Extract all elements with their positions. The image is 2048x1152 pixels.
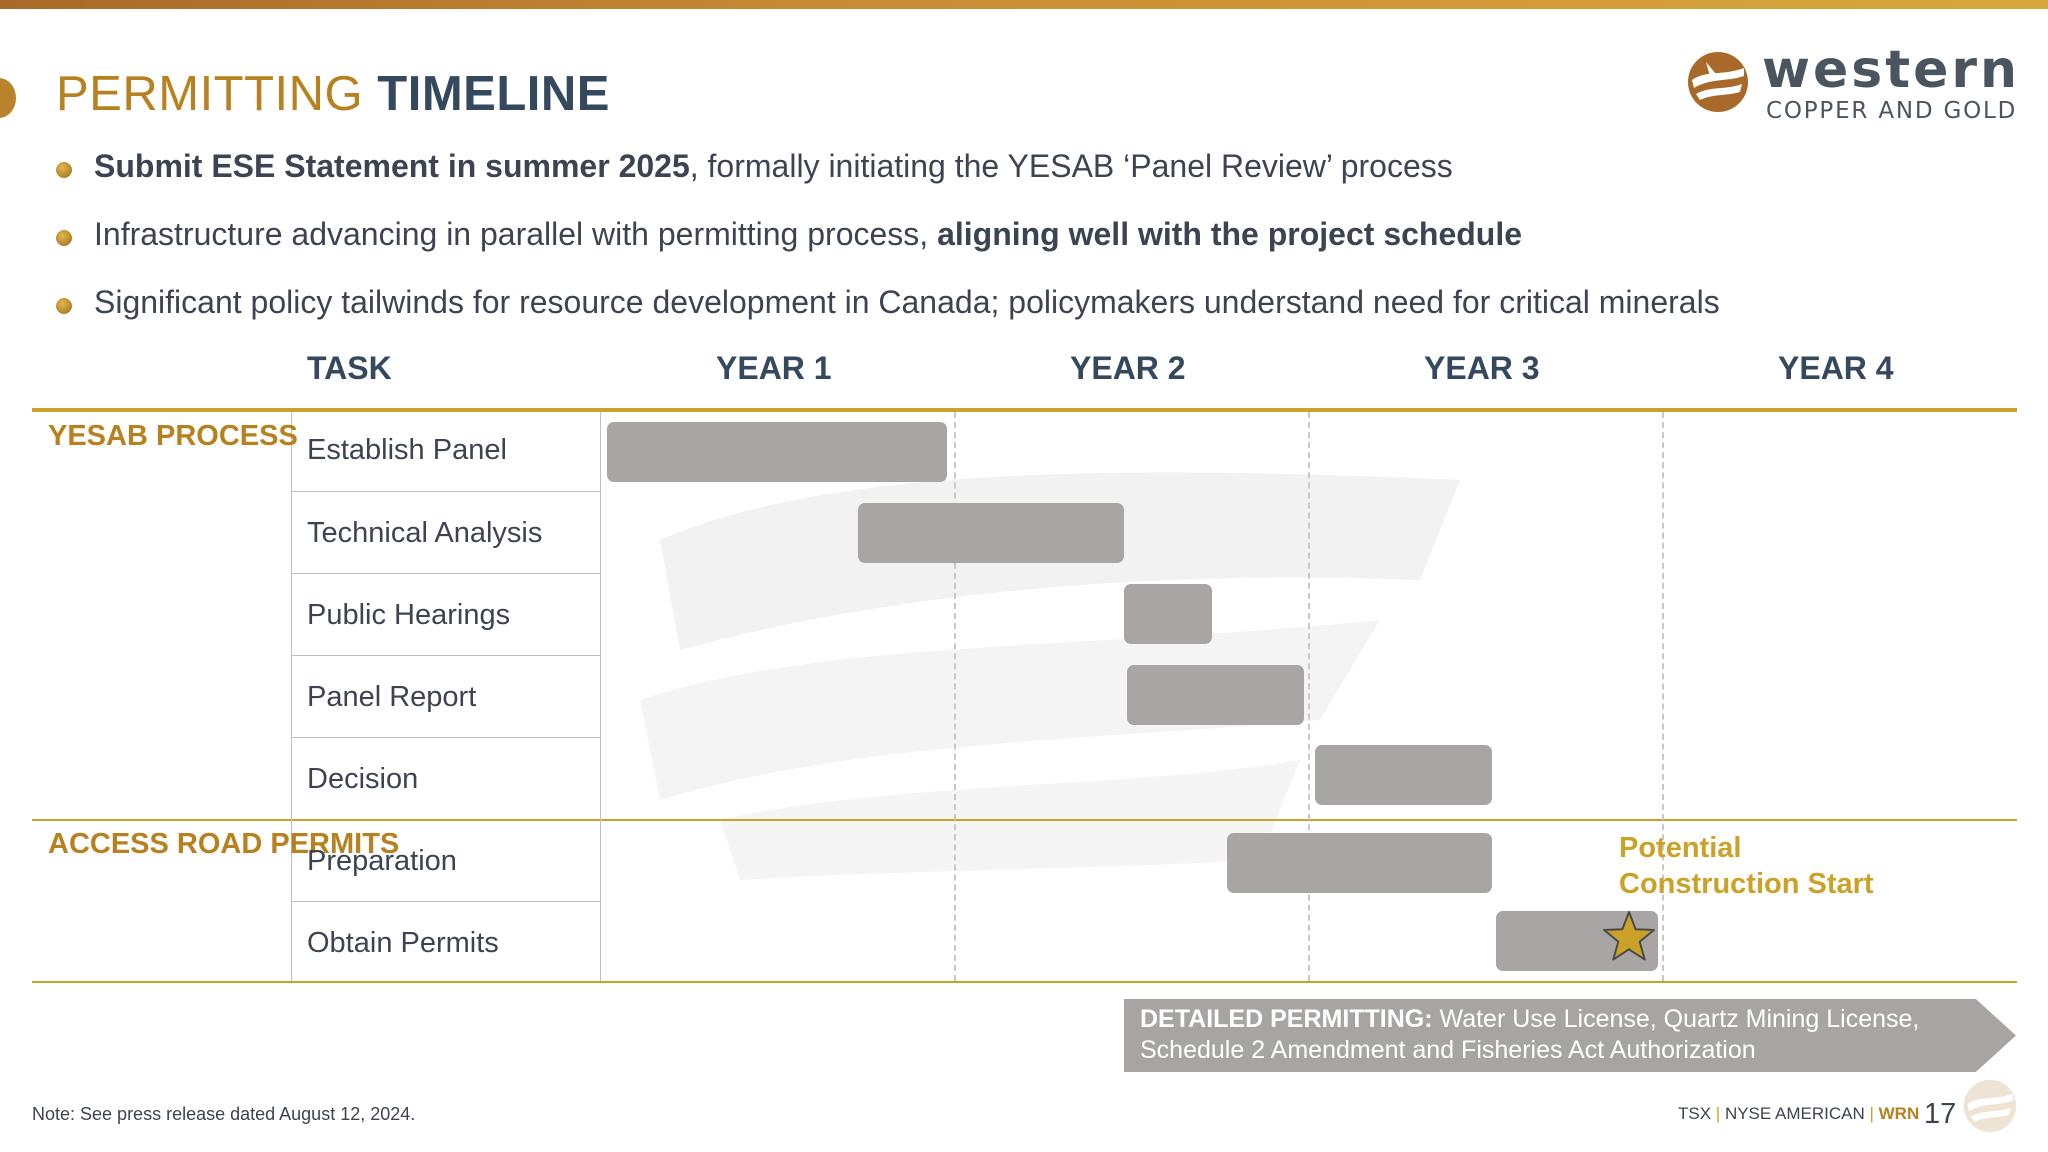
star-icon	[1601, 909, 1657, 965]
bullet-dot-icon	[56, 230, 72, 246]
milestone-label-line2: Construction Start	[1619, 868, 1874, 900]
decorative-dot	[0, 78, 16, 118]
milestone-label	[1619, 830, 1874, 902]
header-year4: YEAR 4	[1778, 350, 1894, 386]
row-separator	[292, 491, 600, 492]
page-title	[56, 66, 610, 122]
task-panel-report: Panel Report	[307, 681, 477, 713]
detailed-permitting-heading: DETAILED PERMITTING:	[1140, 1005, 1433, 1033]
table-bottom-rule	[32, 981, 2017, 983]
footer-tickers	[1678, 1094, 1957, 1130]
top-accent-bar	[0, 0, 2048, 9]
footnote: Note: See press release dated August 12, 2024.	[32, 1104, 416, 1124]
header-year2: YEAR 2	[1070, 350, 1186, 386]
logo-tagline: COPPER AND GOLD	[1766, 98, 2018, 124]
group-divider	[32, 819, 2017, 821]
detailed-permitting-line2: Schedule 2 Amendment and Fisheries Act Authorization	[1140, 1036, 1756, 1064]
year-divider	[954, 412, 956, 981]
row-separator	[292, 737, 600, 738]
task-obtain-permits: Obtain Permits	[307, 927, 499, 959]
row-separator	[292, 655, 600, 656]
header-rule	[32, 408, 2017, 412]
row-separator	[292, 901, 600, 902]
corner-logo-icon	[1962, 1078, 2018, 1134]
task-decision: Decision	[307, 763, 419, 795]
bullet-3-text: Significant policy tailwinds for resource development in Canada; policymakers understand need for critical minerals	[94, 284, 1720, 320]
year-divider	[1308, 412, 1310, 981]
task-technical-analysis: Technical Analysis	[307, 517, 543, 549]
row-separator	[292, 573, 600, 574]
logo-wordmark: western	[1762, 40, 2021, 100]
detailed-permitting-text	[1140, 1004, 1919, 1066]
milestone-label-line1: Potential	[1619, 832, 1742, 864]
task-public-hearings: Public Hearings	[307, 599, 511, 631]
title-part1: PERMITTING	[56, 67, 378, 121]
gantt-bar-preparation	[1227, 833, 1493, 893]
task-establish-panel: Establish Panel	[307, 434, 507, 466]
column-divider-task	[600, 412, 601, 981]
bullet-dot-icon	[56, 162, 72, 178]
ticker-tsx: TSX	[1678, 1104, 1712, 1123]
group-label-access-road: ACCESS ROAD PERMITS	[48, 828, 400, 860]
bullet-2-bold: aligning well with the project schedule	[937, 216, 1523, 252]
gantt-bar-establish-panel	[607, 422, 947, 482]
bullet-1-bold: Submit ESE Statement in summer 2025	[94, 148, 690, 184]
detailed-permitting-line1: Water Use License, Quartz Mining License,	[1432, 1005, 1920, 1033]
column-divider-group	[291, 412, 292, 981]
header-year3: YEAR 3	[1424, 350, 1540, 386]
gantt-bar-technical-analysis	[858, 503, 1124, 563]
bullet-dot-icon	[56, 298, 72, 314]
ticker-separator: |	[1864, 1104, 1879, 1123]
group-label-yesab: YESAB PROCESS	[48, 420, 298, 452]
bullet-2-lead: Infrastructure advancing in parallel with permitting process,	[94, 216, 938, 252]
page-number: 17	[1923, 1098, 1957, 1130]
watermark-logo-icon	[600, 420, 1500, 880]
ticker-separator: |	[1711, 1104, 1725, 1123]
gantt-bar-decision	[1315, 745, 1492, 805]
gantt-bar-public-hearings	[1124, 584, 1213, 644]
gantt-bar-panel-report	[1127, 665, 1304, 725]
header-task: TASK	[307, 350, 392, 386]
logo-mark-icon	[1686, 50, 1750, 114]
bullet-1-rest: , formally initiating the YESAB ‘Panel Review’ process	[689, 148, 1453, 184]
title-part2: TIMELINE	[377, 67, 610, 121]
task-preparation: Preparation	[307, 845, 457, 877]
company-logo	[1686, 40, 2026, 128]
ticker-wrn: WRN	[1878, 1104, 1920, 1123]
ticker-nyse: NYSE AMERICAN	[1724, 1104, 1865, 1123]
header-year1: YEAR 1	[716, 350, 832, 386]
